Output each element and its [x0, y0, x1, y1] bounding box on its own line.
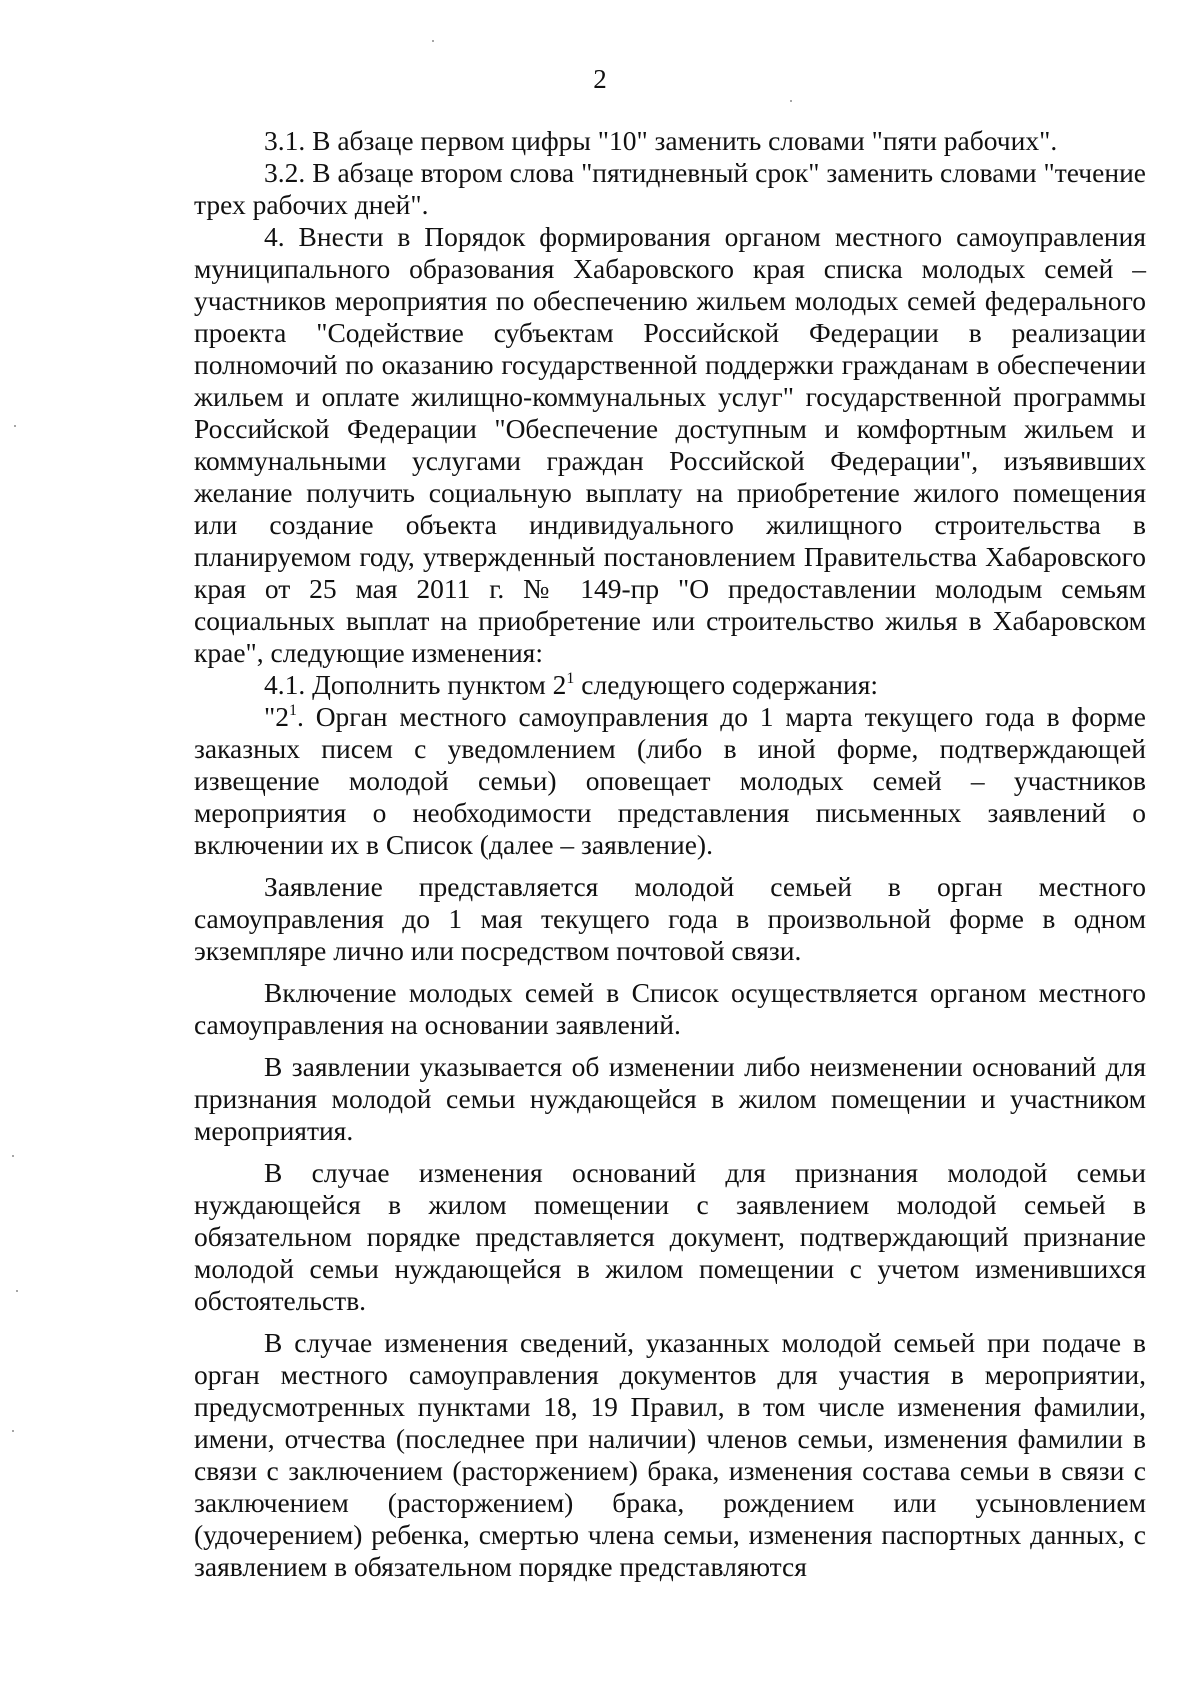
paragraph-2-1-text: . Орган местного самоуправления до 1 марта текущего года в форме заказных писем с уведомлением (либо в иной форме, подтверждающей извещение молодой семьи) оповещает молодых семей – участников мероприятия о необходимости представления письменных заявлений о включении их в Список (далее – заявление). — [194, 701, 1146, 860]
paragraph-grounds-statement: В заявлении указывается об изменении либо неизменении оснований для признания молодой семьи нуждающейся в жилом помещении и участником мероприятия. — [194, 1051, 1146, 1146]
scan-speck — [12, 1155, 14, 1157]
paragraph-3-1: 3.1. В абзаце первом цифры "10" заменить словами "пяти рабочих". — [264, 125, 1058, 156]
paragraph-3-2: 3.2. В абзаце втором слова "пятидневный срок" заменить словами "течение трех рабочих дней". — [194, 157, 1146, 220]
scan-speck — [432, 40, 434, 42]
paragraph-2-1-open: "2 — [264, 701, 289, 732]
paragraph-information-change: В случае изменения сведений, указанных молодой семьей при подаче в орган местного самоуправления документов для участия в мероприятии, предусмотренных пунктами 18, 19 Правил, в том числе изменения фамилии, имени, отчества (последнее при наличии) членов семьи, изменения фамилии в связи с заключением (расторжением) брака, изменения состава семьи в связи с заключением (расторжением) брака, рождением или усыновлением (удочерением) ребенка, смертью члена семьи, изменения паспортных данных, с заявлением в обязательном порядке представляются — [194, 1327, 1146, 1582]
scan-speck — [14, 425, 16, 427]
superscript: 1 — [288, 702, 297, 719]
page-number: 2 — [593, 64, 607, 94]
paragraph-list-inclusion: Включение молодых семей в Список осуществляется органом местного самоуправления на основании заявлений. — [194, 977, 1146, 1040]
document-body — [194, 125, 1146, 1583]
scan-speck — [790, 100, 792, 102]
scan-speck — [12, 1430, 14, 1432]
superscript: 1 — [566, 670, 575, 687]
paragraph-4-1 — [194, 669, 1146, 701]
paragraph-2-1 — [194, 701, 1146, 861]
scan-speck — [16, 1290, 18, 1292]
paragraph-4: 4. Внести в Порядок формирования органом местного самоуправления муниципального образования Хабаровского края списка молодых семей – участников мероприятия по обеспечению жильем молодых семей федерального проекта "Содействие субъектам Российской Федерации в реализации полномочий по оказанию государственной поддержки гражданам в обеспечении жильем и оплате жилищно-коммунальных услуг" государственной программы Российской Федерации "Обеспечение доступным и комфортным жильем и коммунальными услугами граждан Российской Федерации", изъявивших желание получить социальную выплату на приобретение жилого помещения или создание объекта индивидуального жилищного строительства в планируемом году, утвержденный постановлением Правительства Хабаровского края от 25 мая 2011 г. № 149-пр "О предоставлении молодым семьям социальных выплат на приобретение или строительство жилья в Хабаровском крае", следующие изменения: — [194, 221, 1146, 668]
paragraph-4-1-text: 4.1. Дополнить пунктом 2 — [264, 669, 567, 700]
paragraph-application-submission: Заявление представляется молодой семьей в орган местного самоуправления до 1 мая текущего года в произвольной форме в одном экземпляре лично или посредством почтовой связи. — [194, 871, 1146, 966]
paragraph-grounds-change: В случае изменения оснований для признания молодой семьи нуждающейся в жилом помещении с заявлением молодой семьей в обязательном порядке представляется документ, подтверждающий признание молодой семьи нуждающейся в жилом помещении с учетом изменившихся обстоятельств. — [194, 1157, 1146, 1316]
paragraph-4-1-tail: следующего содержания: — [574, 669, 878, 700]
